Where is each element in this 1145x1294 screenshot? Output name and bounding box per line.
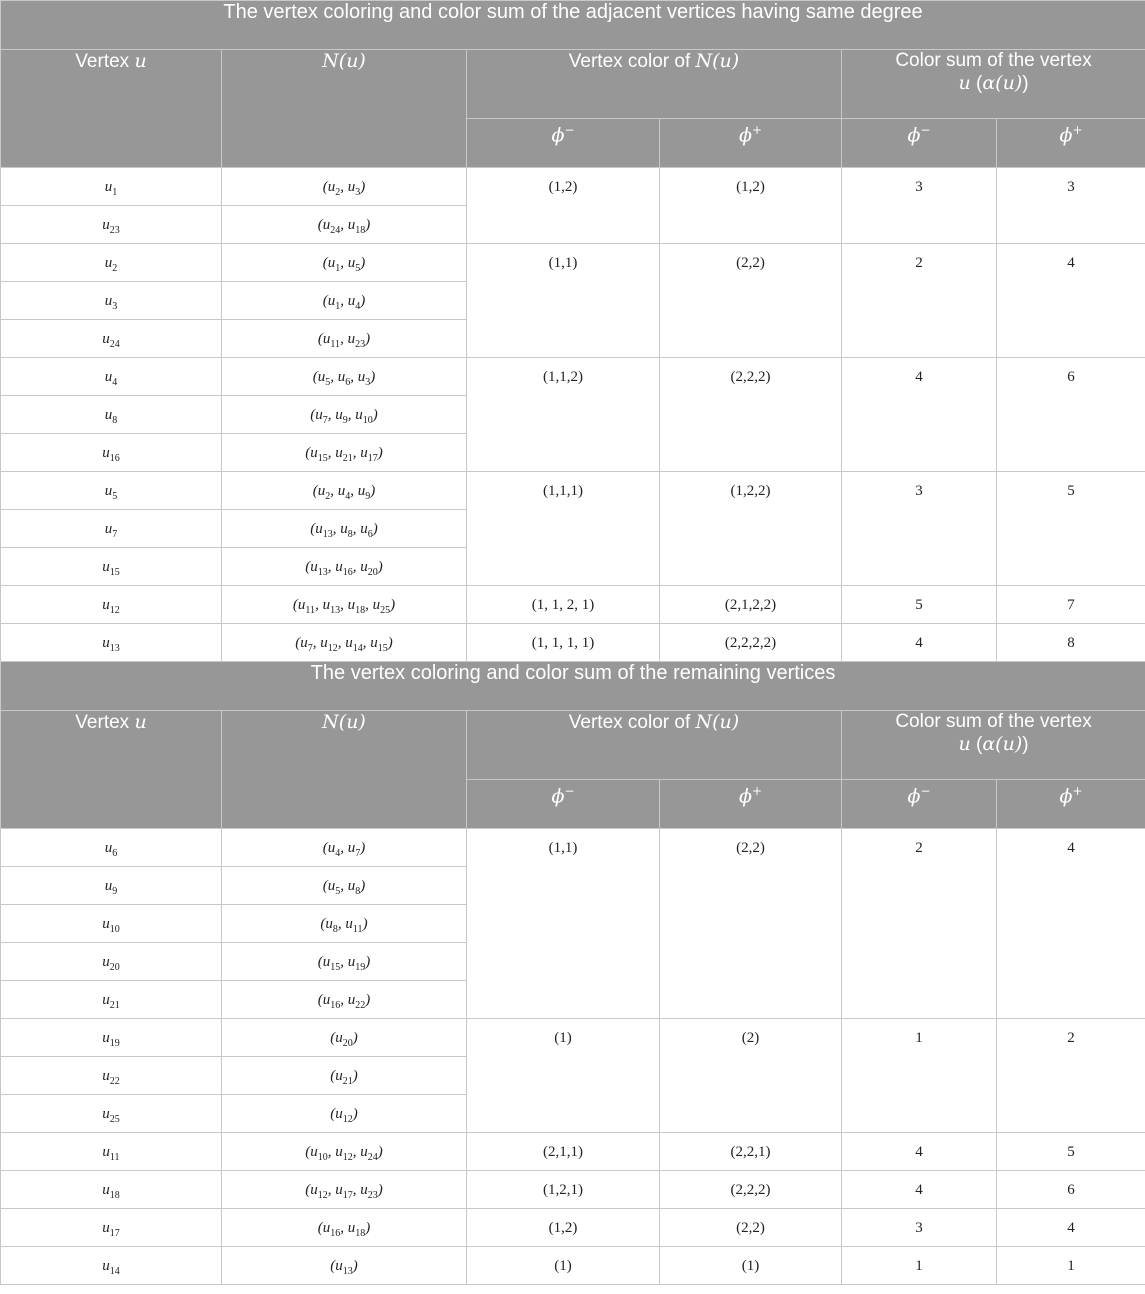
header-color-phi-plus: ϕ+ xyxy=(660,119,842,168)
vertex-cell: $u_{21}$ xyxy=(1,981,222,1019)
vertex-cell: $u_{20}$ xyxy=(1,943,222,981)
neighbors-cell: ($u_{16}$, $u_{18}$) xyxy=(222,1209,467,1247)
vertex-cell: $u_1$ xyxy=(1,168,222,206)
sum-minus-cell: 4 xyxy=(842,624,997,662)
sum-minus-cell: 1 xyxy=(842,1247,997,1285)
color-minus-cell: (1,1) xyxy=(467,829,660,1019)
neighbors-cell: $(u_{13})$ xyxy=(222,1247,467,1285)
sum-minus-cell: 2 xyxy=(842,829,997,1019)
sum-minus-cell: 2 xyxy=(842,244,997,358)
color-plus-cell: (1) xyxy=(660,1247,842,1285)
sum-minus-cell: 3 xyxy=(842,1209,997,1247)
header-sum-phi-plus: ϕ+ xyxy=(997,119,1145,168)
vertex-cell: $u_{22}$ xyxy=(1,1057,222,1095)
neighbors-cell: ($u_{13}$, $u_8$, $u_6$) xyxy=(222,510,467,548)
vertex-cell: $u_9$ xyxy=(1,867,222,905)
sum-plus-cell: 6 xyxy=(997,358,1145,472)
neighbors-cell: ($u_5$, $u_6$, $u_3$) xyxy=(222,358,467,396)
header-vertex-color: Vertex color of N(u) xyxy=(467,50,842,119)
section-title-row xyxy=(1,662,1145,711)
color-plus-cell: (2,2) xyxy=(660,1209,842,1247)
header-neighborhood: N(u) xyxy=(222,711,467,829)
color-plus-cell: (1,2) xyxy=(660,168,842,244)
sum-minus-cell: 4 xyxy=(842,358,997,472)
table-row xyxy=(1,244,1145,282)
vertex-cell: $u_{24}$ xyxy=(1,320,222,358)
color-plus-cell: (2,2,2,2) xyxy=(660,624,842,662)
vertex-cell: $u_4$ xyxy=(1,358,222,396)
color-plus-cell: (2,1,2,2) xyxy=(660,586,842,624)
header-vertex: Vertex u xyxy=(1,711,222,829)
table-row xyxy=(1,624,1145,662)
color-minus-cell: (1) xyxy=(467,1019,660,1133)
table-row xyxy=(1,1171,1145,1209)
sum-plus-cell: 4 xyxy=(997,1209,1145,1247)
color-minus-cell: (1, 1, 1, 1) xyxy=(467,624,660,662)
color-plus-cell: (2,2,2) xyxy=(660,1171,842,1209)
section-title: The vertex coloring and color sum of the adjacent vertices having same degree xyxy=(1,1,1145,50)
sum-minus-cell: 4 xyxy=(842,1171,997,1209)
neighbors-cell: ($u_{11}$, $u_{13}$, $u_{18}$, $u_{25}$) xyxy=(222,586,467,624)
color-plus-cell: (2,2,2) xyxy=(660,358,842,472)
sum-plus-cell: 8 xyxy=(997,624,1145,662)
neighbors-cell: ($u_1$, $u_4$) xyxy=(222,282,467,320)
color-plus-cell: (2,2) xyxy=(660,244,842,358)
vertex-cell: $u_{13}$ xyxy=(1,624,222,662)
sum-plus-cell: 3 xyxy=(997,168,1145,244)
vertex-cell: $u_{23}$ xyxy=(1,206,222,244)
header-color-sum-line1: Color sum of the vertex xyxy=(895,50,1092,71)
neighbors-cell: ($u_{12}$, $u_{17}$, $u_{23}$) xyxy=(222,1171,467,1209)
table-row xyxy=(1,1247,1145,1285)
table-row xyxy=(1,586,1145,624)
header-color-sum-line2: u (α(u)) xyxy=(958,733,1029,755)
neighbors-cell: ($u_{11}$, $u_{23}$) xyxy=(222,320,467,358)
header-color-phi-minus: ϕ− xyxy=(467,119,660,168)
sum-plus-cell: 6 xyxy=(997,1171,1145,1209)
vertex-cell: $u_{12}$ xyxy=(1,586,222,624)
neighbors-cell: ($u_{13}$, $u_{16}$, $u_{20}$) xyxy=(222,548,467,586)
color-minus-cell: (1,2) xyxy=(467,168,660,244)
table-row xyxy=(1,472,1145,510)
vertex-cell: $u_{16}$ xyxy=(1,434,222,472)
neighbors-cell: ($u_4$, $u_7$) xyxy=(222,829,467,867)
color-minus-cell: (1, 1, 2, 1) xyxy=(467,586,660,624)
neighbors-cell: ($u_{10}$, $u_{12}$, $u_{24}$) xyxy=(222,1133,467,1171)
sum-plus-cell: 5 xyxy=(997,472,1145,586)
header-vertex: Vertex u xyxy=(1,50,222,168)
neighbors-cell: $(u_{20})$ xyxy=(222,1019,467,1057)
neighbors-cell: $(u_{12})$ xyxy=(222,1095,467,1133)
color-minus-cell: (2,1,1) xyxy=(467,1133,660,1171)
vertex-cell: $u_{14}$ xyxy=(1,1247,222,1285)
neighbors-cell: ($u_{15}$, $u_{19}$) xyxy=(222,943,467,981)
color-minus-cell: (1,1,1) xyxy=(467,472,660,586)
sum-plus-cell: 1 xyxy=(997,1247,1145,1285)
color-minus-cell: (1,2,1) xyxy=(467,1171,660,1209)
neighbors-cell: ($u_2$, $u_3$) xyxy=(222,168,467,206)
color-plus-cell: (1,2,2) xyxy=(660,472,842,586)
color-minus-cell: (1) xyxy=(467,1247,660,1285)
header-color-phi-minus: ϕ− xyxy=(467,780,660,829)
color-minus-cell: (1,1,2) xyxy=(467,358,660,472)
table-row xyxy=(1,1209,1145,1247)
sum-minus-cell: 1 xyxy=(842,1019,997,1133)
neighbors-cell: ($u_8$, $u_{11}$) xyxy=(222,905,467,943)
neighbors-cell: $(u_{21})$ xyxy=(222,1057,467,1095)
header-color-phi-plus: ϕ+ xyxy=(660,780,842,829)
vertex-cell: $u_{25}$ xyxy=(1,1095,222,1133)
vertex-cell: $u_{17}$ xyxy=(1,1209,222,1247)
vertex-cell: $u_{19}$ xyxy=(1,1019,222,1057)
section-title: The vertex coloring and color sum of the remaining vertices xyxy=(1,662,1145,711)
header-sum-phi-minus: ϕ− xyxy=(842,780,997,829)
neighbors-cell: ($u_5$, $u_8$) xyxy=(222,867,467,905)
neighbors-cell: ($u_2$, $u_4$, $u_9$) xyxy=(222,472,467,510)
neighbors-cell: ($u_{16}$, $u_{22}$) xyxy=(222,981,467,1019)
section-title-row xyxy=(1,1,1145,50)
sum-plus-cell: 4 xyxy=(997,244,1145,358)
table-row xyxy=(1,168,1145,206)
neighbors-cell: ($u_{15}$, $u_{21}$, $u_{17}$) xyxy=(222,434,467,472)
neighbors-cell: ($u_{24}$, $u_{18}$) xyxy=(222,206,467,244)
vertex-cell: $u_{15}$ xyxy=(1,548,222,586)
sum-plus-cell: 5 xyxy=(997,1133,1145,1171)
header-color-sum xyxy=(842,711,1145,780)
table-row xyxy=(1,829,1145,867)
color-minus-cell: (1,2) xyxy=(467,1209,660,1247)
neighbors-cell: ($u_1$, $u_5$) xyxy=(222,244,467,282)
vertex-cell: $u_{18}$ xyxy=(1,1171,222,1209)
color-minus-cell: (1,1) xyxy=(467,244,660,358)
vertex-cell: $u_7$ xyxy=(1,510,222,548)
color-plus-cell: (2,2,1) xyxy=(660,1133,842,1171)
sum-minus-cell: 5 xyxy=(842,586,997,624)
neighbors-cell: ($u_7$, $u_9$, $u_{10}$) xyxy=(222,396,467,434)
neighbors-cell: ($u_7$, $u_{12}$, $u_{14}$, $u_{15}$) xyxy=(222,624,467,662)
vertex-cell: $u_3$ xyxy=(1,282,222,320)
color-plus-cell: (2) xyxy=(660,1019,842,1133)
table-row xyxy=(1,1019,1145,1057)
vertex-cell: $u_6$ xyxy=(1,829,222,867)
sum-minus-cell: 3 xyxy=(842,168,997,244)
column-header-row xyxy=(1,50,1145,119)
header-sum-phi-plus: ϕ+ xyxy=(997,780,1145,829)
table-row xyxy=(1,1133,1145,1171)
header-vertex-color: Vertex color of N(u) xyxy=(467,711,842,780)
vertex-cell: $u_2$ xyxy=(1,244,222,282)
table-row xyxy=(1,358,1145,396)
sum-minus-cell: 3 xyxy=(842,472,997,586)
column-header-row xyxy=(1,711,1145,780)
vertex-cell: $u_{11}$ xyxy=(1,1133,222,1171)
sum-plus-cell: 7 xyxy=(997,586,1145,624)
sum-minus-cell: 4 xyxy=(842,1133,997,1171)
header-color-sum xyxy=(842,50,1145,119)
vertex-cell: $u_5$ xyxy=(1,472,222,510)
header-color-sum-line2: u (α(u)) xyxy=(958,72,1029,94)
sum-plus-cell: 2 xyxy=(997,1019,1145,1133)
header-color-sum-line1: Color sum of the vertex xyxy=(895,711,1092,732)
color-plus-cell: (2,2) xyxy=(660,829,842,1019)
header-sum-phi-minus: ϕ− xyxy=(842,119,997,168)
sum-plus-cell: 4 xyxy=(997,829,1145,1019)
vertex-cell: $u_{10}$ xyxy=(1,905,222,943)
vertex-cell: $u_8$ xyxy=(1,396,222,434)
header-neighborhood: N(u) xyxy=(222,50,467,168)
